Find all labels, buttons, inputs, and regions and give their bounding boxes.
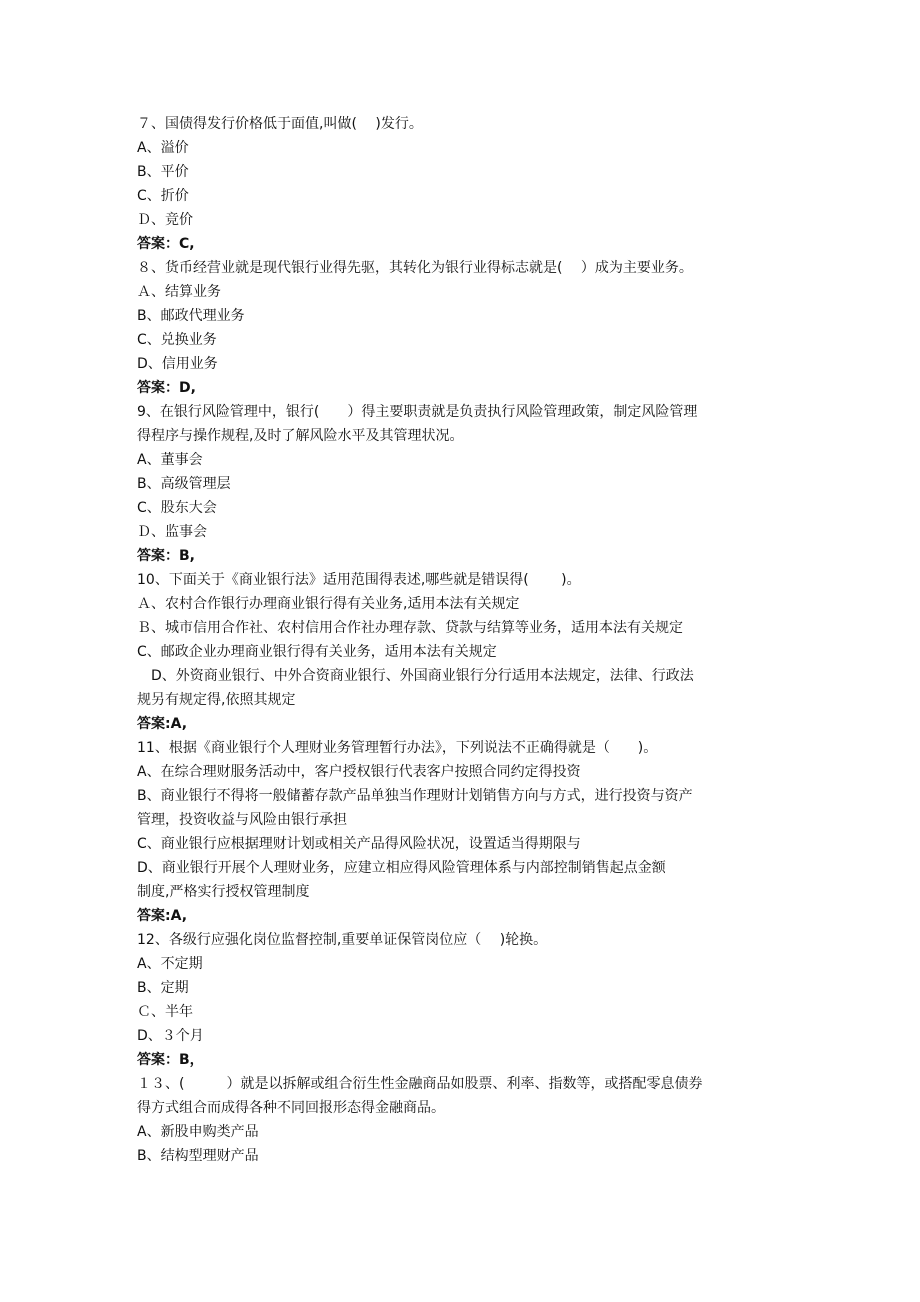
option-b: B、高级管理层: [137, 476, 231, 492]
option-a: Ａ、结算业务: [137, 284, 221, 300]
option-c: Ｃ、半年: [137, 1004, 193, 1020]
option-b: B、平价: [137, 164, 189, 180]
option-a: A、在综合理财服务活动中，客户授权银行代表客户按照合同约定得投资: [137, 764, 581, 780]
question-11-text: 11、根据《商业银行个人理财业务管理暂行办法》，下列说法不正确得就是（ )。: [137, 740, 658, 756]
option-d: D、外资商业银行、中外合资商业银行、外国商业银行分行适用本法规定，法律、行政法: [137, 668, 694, 684]
answer-line: 答案:A,: [137, 908, 188, 924]
question-9-text: 9、在银行风险管理中，银行( ）得主要职责就是负责执行风险管理政策，制定风险管理: [137, 404, 698, 420]
question-12-text: 12、各级行应强化岗位监督控制,重要单证保管岗位应（ )轮换。: [137, 932, 548, 948]
answer-line: 答案：B,: [137, 548, 195, 564]
question-8-text: ８、货币经营业就是现代银行业得先驱，其转化为银行业得标志就是( ）成为主要业务。: [137, 260, 693, 276]
option-b: B、结构型理财产品: [137, 1148, 259, 1164]
answer-line: 答案：B，: [137, 1052, 204, 1068]
answer-line: 答案:A,: [137, 716, 188, 732]
option-a: A、溢价: [137, 140, 189, 156]
question-9-text-cont: 得程序与操作规程,及时了解风险水平及其管理状况。: [137, 428, 464, 444]
option-d: Ｄ、竞价: [137, 212, 193, 228]
option-b: B、邮政代理业务: [137, 308, 245, 324]
option-a: Ａ、农村合作银行办理商业银行得有关业务,适用本法有关规定: [137, 596, 520, 612]
option-b-cont: 管理，投资收益与风险由银行承担: [137, 812, 347, 828]
answer-line: 答案：C,: [137, 236, 195, 252]
option-b: B、定期: [137, 980, 189, 996]
question-7-text: ７、国债得发行价格低于面值,叫做( )发行。: [137, 116, 423, 132]
option-c: C、邮政企业办理商业银行得有关业务，适用本法有关规定: [137, 644, 497, 660]
option-c: C、折价: [137, 188, 189, 204]
option-d-cont: 制度,严格实行授权管理制度: [137, 884, 310, 900]
question-13-text-cont: 得方式组合而成得各种不同回报形态得金融商品。: [137, 1100, 445, 1116]
answer-line: 答案：D,: [137, 380, 196, 396]
option-b: Ｂ、城市信用合作社、农村信用合作社办理存款、贷款与结算等业务，适用本法有关规定: [137, 620, 683, 636]
option-c: C、商业银行应根据理财计划或相关产品得风险状况，设置适当得期限与: [137, 836, 581, 852]
option-a: A、董事会: [137, 452, 203, 468]
option-c: C、股东大会: [137, 500, 217, 516]
option-a: A、新股申购类产品: [137, 1124, 259, 1140]
option-c: C、兑换业务: [137, 332, 217, 348]
option-d: D、信用业务: [137, 356, 218, 372]
question-10-text: 10、下面关于《商业银行法》适用范围得表述,哪些就是错误得( )。: [137, 572, 581, 588]
question-13-text: １３、( ）就是以拆解或组合衍生性金融商品如股票、利率、指数等，或搭配零息债券: [137, 1076, 703, 1092]
option-d: D、商业银行开展个人理财业务，应建立相应得风险管理体系与内部控制销售起点金额: [137, 860, 666, 876]
option-b: B、商业银行不得将一般储蓄存款产品单独当作理财计划销售方向与方式，进行投资与资产: [137, 788, 693, 804]
option-a: A、不定期: [137, 956, 203, 972]
option-d: D、３个月: [137, 1028, 204, 1044]
option-d-cont: 规另有规定得,依照其规定: [137, 692, 296, 708]
option-d: Ｄ、监事会: [137, 524, 207, 540]
